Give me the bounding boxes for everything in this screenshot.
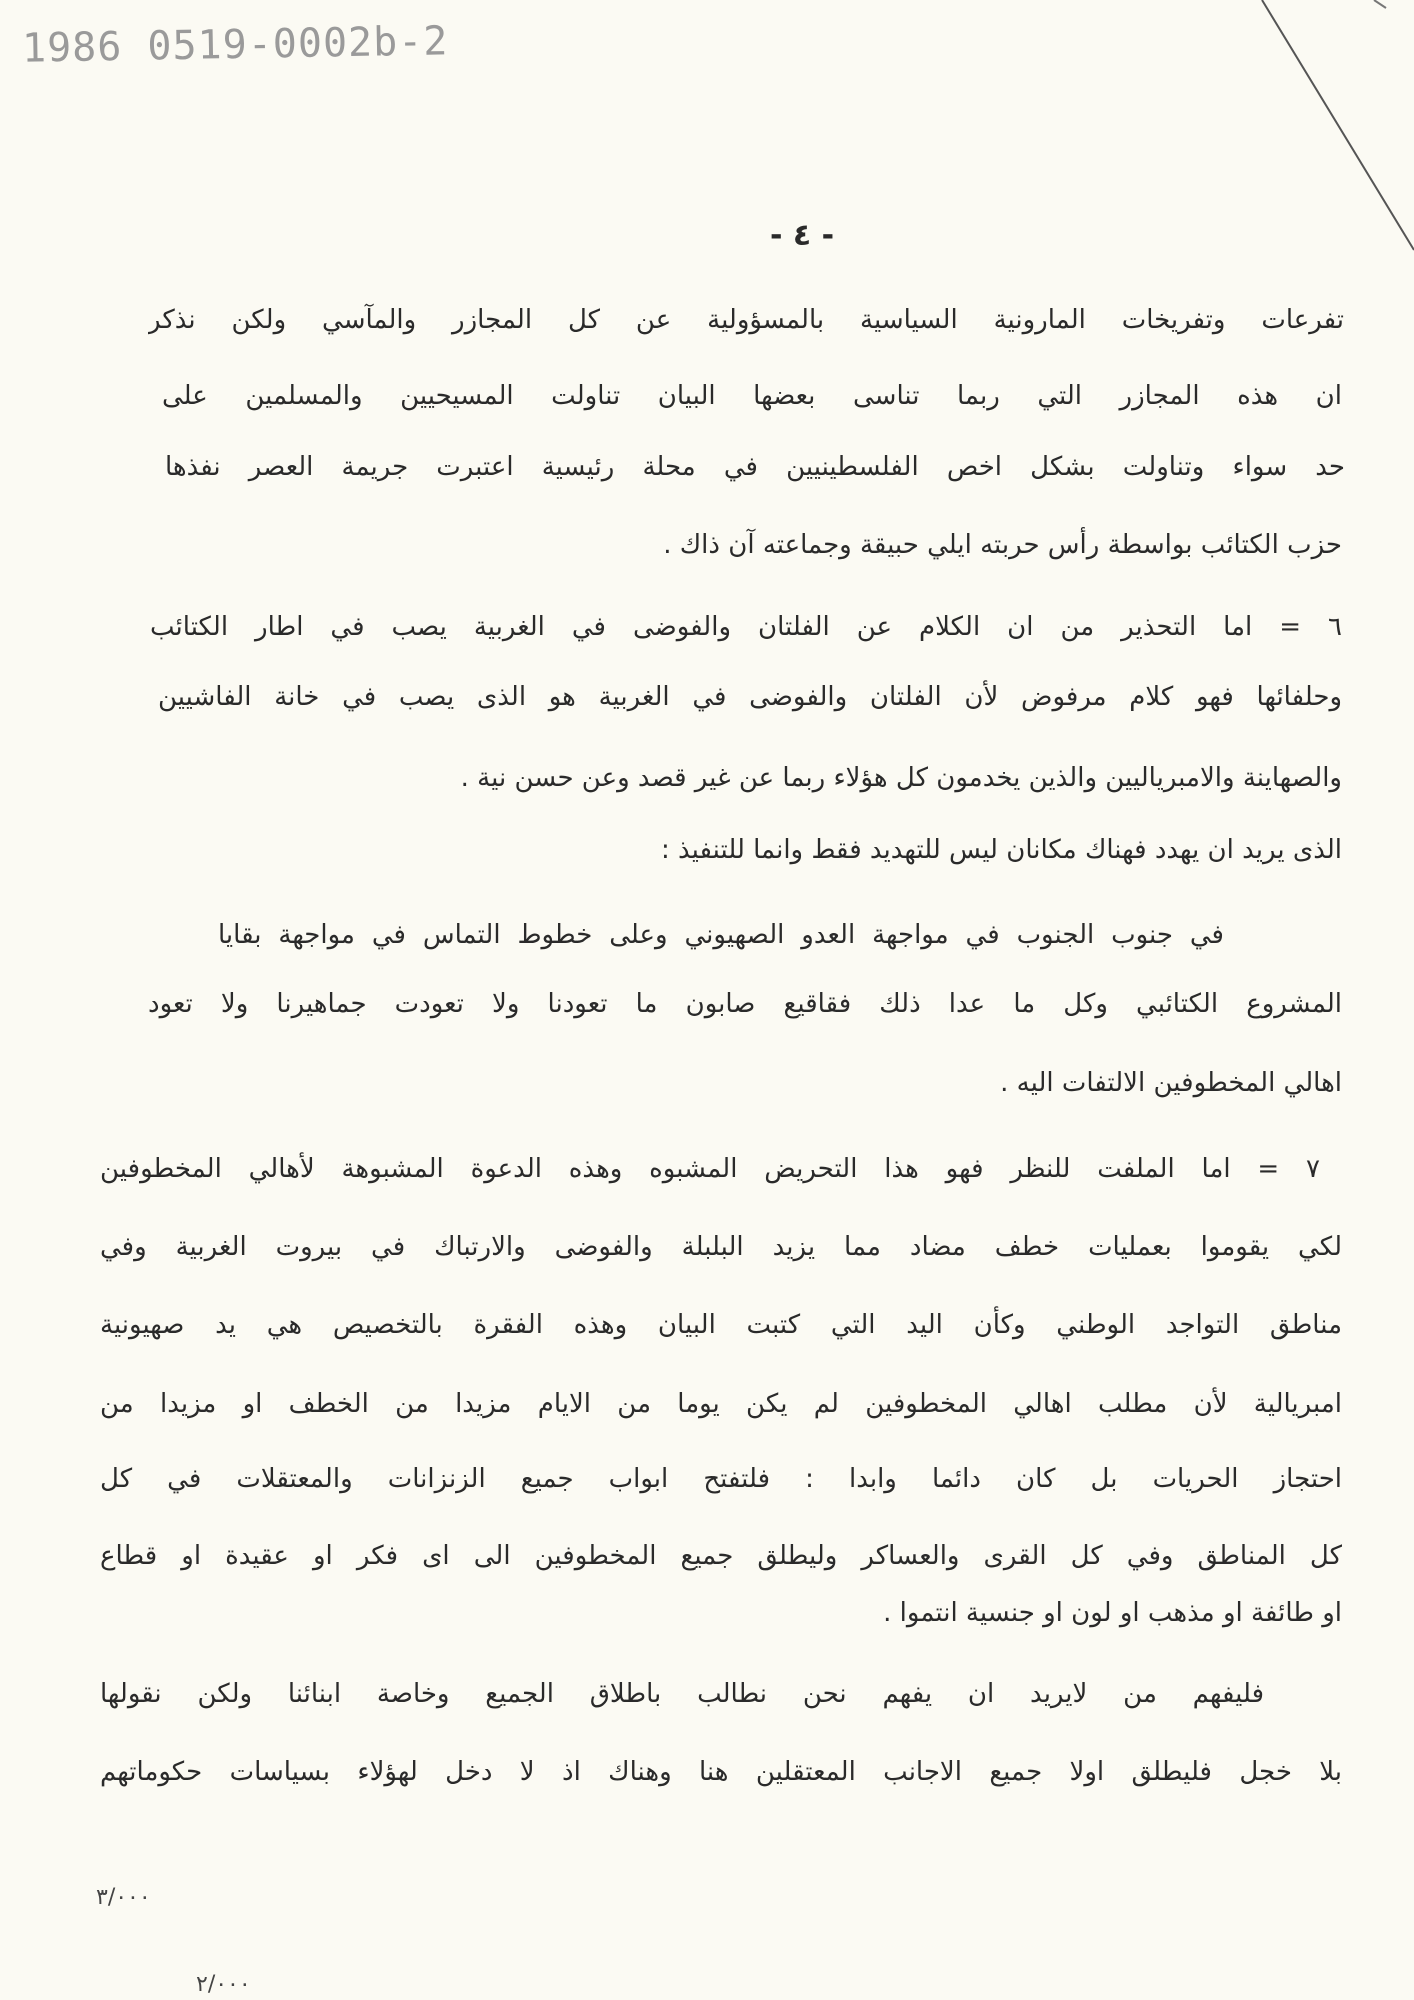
text-line: ٧ = اما الملفت للنظر فهو هذا التحريض المشبوه وهذه الدعوة المشبوهة لأهالي المخطوفين: [100, 1154, 1320, 1184]
text-line: بلا خجل فليطلق اولا جميع الاجانب المعتقلين هنا وهناك اذ لا دخل لهؤلاء بسياسات حكوماتهم: [100, 1757, 1342, 1787]
text-line: اهالي المخطوفين الالتفات اليه .: [1000, 1068, 1342, 1098]
document-id: 1986 0519-0002b-2: [21, 18, 449, 72]
footer-number-1: ٣/٠٠٠: [96, 1885, 151, 1910]
text-line: والصهاينة والامبرياليين والذين يخدمون كل هؤلاء ربما عن غير قصد وعن حسن نية .: [460, 763, 1342, 793]
text-line: لكي يقوموا بعمليات خطف مضاد مما يزيد البلبلة والفوضى والارتباك في بيروت الغربية وفي: [100, 1232, 1342, 1262]
text-line: احتجاز الحريات بل كان دائما وابدا : فلتفتح ابواب جميع الزنزانات والمعتقلات في كل: [100, 1464, 1342, 1494]
text-line: في جنوب الجنوب في مواجهة العدو الصهيوني وعلى خطوط التماس في مواجهة بقايا: [218, 920, 1224, 950]
text-line: مناطق التواجد الوطني وكأن اليد التي كتبت البيان وهذه الفقرة بالتخصيص هي يد صهيونية: [100, 1310, 1342, 1340]
text-line: الذى يريد ان يهدد فهناك مكانان ليس للتهديد فقط وانما للتنفيذ :: [660, 835, 1342, 865]
text-line: ان هذه المجازر التي ربما تناسى بعضها البيان تناولت المسيحيين والمسلمين على: [162, 381, 1342, 411]
text-line: فليفهم من لايريد ان يفهم نحن نطالب باطلاق الجميع وخاصة ابنائنا ولكن نقولها: [100, 1679, 1264, 1709]
page-number: - ٤ -: [770, 218, 835, 253]
text-line: امبريالية لأن مطلب اهالي المخطوفين لم يكن يوما من الايام مزيدا من الخطف او مزيدا من: [100, 1389, 1342, 1419]
footer-number-2: ٢/٠٠٠: [196, 1972, 251, 1997]
text-line: ٦ = اما التحذير من ان الكلام عن الفلتان والفوضى في الغربية يصب في اطار الكتائب: [150, 612, 1342, 642]
text-line: المشروع الكتائبي وكل ما عدا ذلك فقاقيع صابون ما تعودنا ولا تعودت جماهيرنا ولا تعود: [148, 989, 1342, 1019]
text-line: او طائفة او مذهب او لون او جنسية انتموا .: [883, 1598, 1342, 1628]
text-line: حزب الكتائب بواسطة رأس حربته ايلي حبيقة وجماعته آن ذاك .: [663, 530, 1342, 560]
text-line: كل المناطق وفي كل القرى والعساكر وليطلق جميع المخطوفين الى اى فكر او عقيدة او قطاع: [100, 1541, 1342, 1571]
text-line: وحلفائها فهو كلام مرفوض لأن الفلتان والفوضى في الغربية هو الذى يصب في خانة الفاشيين: [158, 682, 1342, 712]
text-line: تفرعات وتفريخات المارونية السياسية بالمسؤولية عن كل المجازر والمآسي ولكن نذكر: [148, 305, 1344, 335]
text-line: حد سواء وتناولت بشكل اخص الفلسطينيين في محلة رئيسية اعتبرت جريمة العصر نفذها: [165, 452, 1345, 482]
